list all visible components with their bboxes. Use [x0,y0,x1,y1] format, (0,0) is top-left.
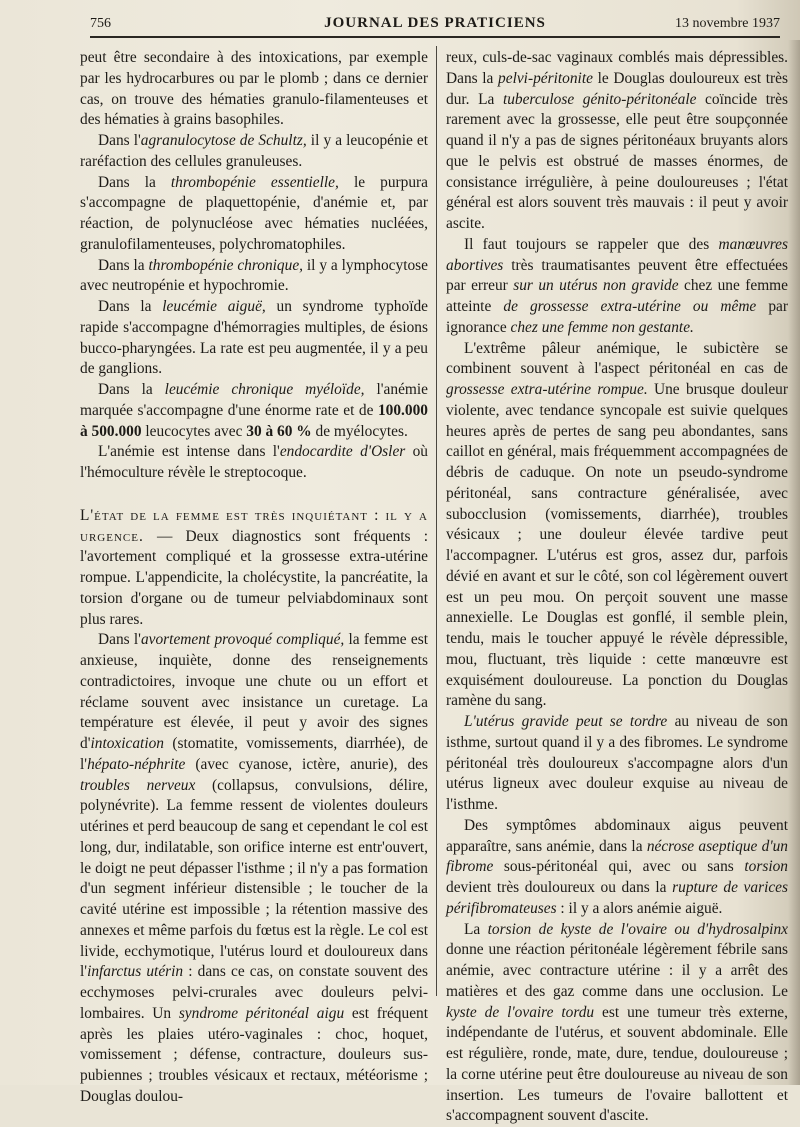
section-paragraph: L'état de la femme est très inquiétant : il y a urgence. — Deux diagnostics sont fréquents : l'avortement compliqué et la grossesse extra-utérine rompue. L'appendicite, la cholécystite, la pancréatite, la torsion d'organe ou de tumeur pelviabdominaux sont plus rares. [80,506,428,631]
paragraph: Dans la leucémie chronique myéloïde, l'anémie marquée s'accompagne d'une énorme rate et de 100.000 à 500.000 leucocytes avec 30 à 60 % de myélocytes. [80,380,428,442]
paragraph: L'utérus gravide peut se tordre au niveau de son isthme, surtout quand il y a des fibromes. Le syndrome péritonéal très douloureux s'accompagne alors d'un utérus ligneux avec douleur exquise au niveau de l'isthme. [446,712,788,816]
issue-date: 13 novembre 1937 [675,16,780,32]
column-divider [436,46,437,996]
page-header [90,14,780,38]
page-number: 756 [90,16,111,32]
left-column [80,48,428,1108]
paragraph: Il faut toujours se rappeler que des manœuvres abortives très traumatisantes peuvent être effectuées par erreur sur un utérus non gravide chez une femme atteinte de grossesse extra-utérine ou même par ignorance chez une femme non gestante. [446,235,788,339]
page-fold-shadow [788,40,800,1085]
paragraph: L'extrême pâleur anémique, le subictère se combinent souvent à l'aspect péritonéal en cas de grossesse extra-utérine rompue. Une brusque douleur violente, avec tendance syncopale est suivie quelques heures après de pertes de sang peu abondantes, sans caillot en général, mais fréquemment accompagnées de débris de caduque. On note un pseudo-syndrome péritonéal, sans contracture généralisée, avec subocclusion (vomissements, diarrhée), troubles vésicaux ; une douleur élevée tardive peut l'accompagner. L'utérus est gros, assez dur, parfois dévié en avant et sur le côté, son col légèrement ouvert est un peu mou. On perçoit souvent une masse annexielle. Le Douglas est gonflé, il semble plein, tendu, mais le toucher appuyé le révèle dépressible, mou, fluctuant, très liquide : cette manœuvre est exquisément douloureuse. La ponction du Douglas ramène du sang. [446,339,788,713]
paragraph: L'anémie est intense dans l'endocardite d'Osler où l'hémoculture révèle le streptocoque. [80,442,428,484]
paragraph: reux, culs-de-sac vaginaux comblés mais dépressibles. Dans la pelvi-péritonite le Douglas douloureux est très dur. La tuberculose génito-péritonéale coïncide très rarement avec la grossesse, elle peut être soupçonnée quand il n'y a pas de signes péritonéaux bruyants alors que le pelvis est obstrué de masses énormes, de consistance irrégulière, à peine douloureuses ; l'état général est alors souvent très mauvais : il peut y avoir ascite. [446,48,788,235]
paragraph: peut être secondaire à des intoxications, par exemple par les hydrocarbures ou par le plomb ; dans ce dernier cas, on trouve des hématies granulo-filamenteuses et des hématies à grains basophiles. [80,48,428,131]
paragraph: Dans l'avortement provoqué compliqué, la femme est anxieuse, inquiète, donne des renseignements contradictoires, invoque une chute ou un effort et réclame souvent avec insistance un curetage. La température est élevée, il peut y avoir des signes d'intoxication (stomatite, vomissements, diarrhée), de l'hépato-néphrite (avec cyanose, ictère, anurie), des troubles nerveux (collapsus, convulsions, délire, polynévrite). La femme ressent de violentes douleurs utérines et perd beaucoup de sang et cependant le col est long, dur, indilatable, son orifice interne est entr'ouvert, le doigt ne peut dépasser l'isthme ; il n'y a pas formation d'un segment inférieur distensible ; le toucher de la cavité utérine est impossible ; la rétention massive des annexes et même parfois du fœtus est la règle. Le col est livide, ecchymotique, l'utérus lourd et douloureux dans l'infarctus utérin : dans ce cas, on constate souvent des ecchymoses pelvi-crurales avec douleurs pelvi-lombaires. Un syndrome péritonéal aigu est fréquent après les plaies utéro-vaginales : choc, hoquet, vomissement ; défense, contracture, douleurs sus-pubiennes ; troubles vésicaux et rectaux, météorisme ; Douglas doulou- [80,630,428,1107]
section-heading: L'état de la femme est très inquiétant : il y a urgence. [80,507,428,545]
right-column [446,48,788,1127]
paragraph: Dans la thrombopénie essentielle, le purpura s'accompagne de plaquettopénie, d'anémie et, par réaction, de polynucléose avec hématies nucléées, granulofilamenteuses, polychromatophiles. [80,173,428,256]
journal-title: JOURNAL DES PRATICIENS [90,15,780,32]
paragraph: Dans l'agranulocytose de Schultz, il y a leucopénie et raréfaction des cellules granuleuses. [80,131,428,173]
paragraph: Des symptômes abdominaux aigus peuvent apparaître, sans anémie, dans la nécrose aseptique d'un fibrome sous-péritonéal qui, avec ou sans torsion devient très douloureux ou dans la rupture de varices périfibromateuses : il y a alors anémie aiguë. [446,816,788,920]
paragraph: La torsion de kyste de l'ovaire ou d'hydrosalpinx donne une réaction péritonéale légèrement fébrile sans anémie, avec contracture utérine : il y a arrêt des matières et des gaz comme dans une occlusion. Le kyste de l'ovaire tordu est une tumeur très externe, indépendante de l'utérus, et souvent abdominale. Elle est régulière, ronde, mate, dure, tendue, douloureuse ; la corne utérine peut être douloureuse au niveau de son insertion. Les tumeurs de l'ovaire ballottent et s'accompagnent souvent d'ascite. [446,920,788,1127]
paragraph: Dans la leucémie aiguë, un syndrome typhoïde rapide s'accompagne d'hémorragies multiples, de ésions bucco-pharyngées. La rate est peu augmentée, il y a peu de ganglions. [80,297,428,380]
paragraph: Dans la thrombopénie chronique, il y a lymphocytose avec neutropénie et hypochromie. [80,256,428,298]
